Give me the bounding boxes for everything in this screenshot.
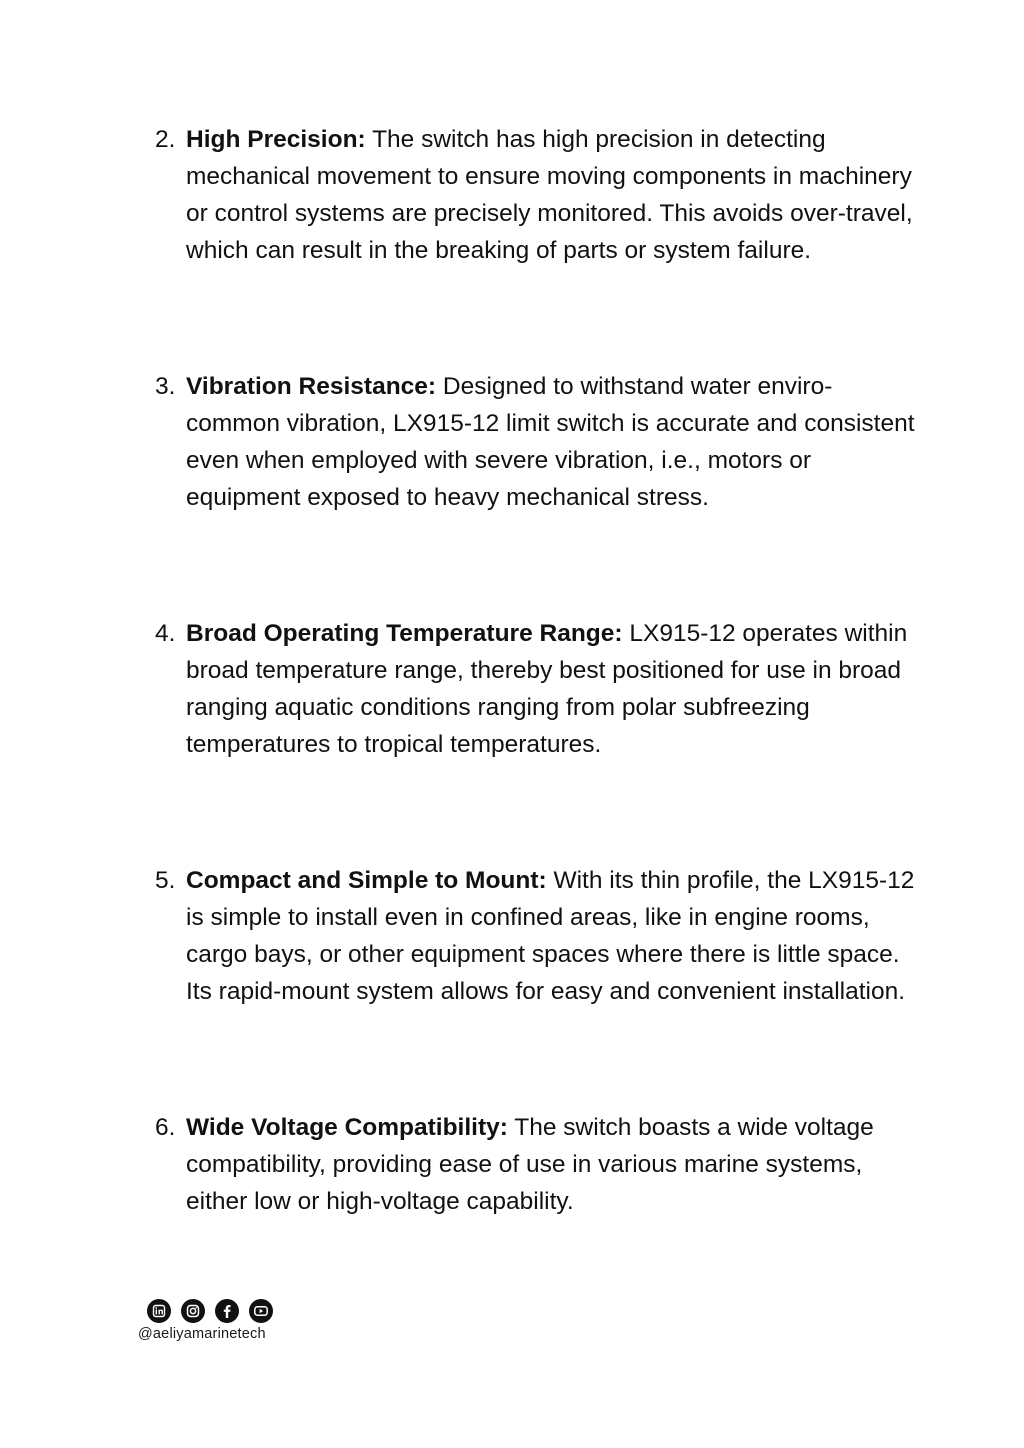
feature-title: Broad Operating Temperature Range:: [186, 620, 623, 647]
feature-item: [155, 862, 915, 1010]
feature-text: LX915-12 operates within broad temperature range, thereby best positioned for use in broad ranging aquatic conditions ranging from polar subfreezing temperatures to tropical temperatures.: [186, 620, 908, 758]
feature-item: [155, 368, 915, 516]
feature-text: The switch has high precision in detecting mechanical movement to ensure moving components in machinery or control systems are precisely monitored. This avoids over-travel, which can result in the breaking of parts or system failure.: [186, 126, 913, 264]
feature-text: With its thin profile, the LX915-12 is simple to install even in confined areas, like in engine rooms, cargo bays, or other equipment spaces where there is little space. Its rapid-mount system allows for easy and convenient installation.: [186, 867, 915, 1005]
feature-number: 3.: [155, 373, 176, 400]
feature-title: High Precision:: [186, 126, 366, 153]
feature-text: The switch boasts a wide voltage compatibility, providing ease of use in various marine systems, either low or high-voltage capability.: [186, 1114, 874, 1215]
instagram-icon[interactable]: [180, 1298, 206, 1324]
feature-title: Compact and Simple to Mount:: [186, 867, 547, 894]
feature-title: Wide Voltage Compatibility:: [186, 1114, 508, 1141]
feature-list: [155, 121, 915, 1220]
social-icons: [146, 1298, 338, 1324]
feature-item: [155, 1109, 915, 1220]
feature-item: [155, 615, 915, 763]
social-handle[interactable]: @aeliyamarinetech: [138, 1326, 266, 1342]
feature-title: Vibration Resistance:: [186, 373, 437, 400]
feature-item: [155, 121, 915, 269]
youtube-icon[interactable]: [248, 1298, 274, 1324]
feature-number: 6.: [155, 1114, 176, 1141]
linkedin-icon[interactable]: [146, 1298, 172, 1324]
feature-number: 4.: [155, 620, 176, 647]
feature-number: 5.: [155, 867, 176, 894]
feature-number: 2.: [155, 126, 176, 153]
feature-text: Designed to withstand water enviro- common vibration, LX915-12 limit switch is accurate and consistent even when employed with severe vibration, i.e., motors or equipment exposed to heavy mechanical stress.: [186, 373, 915, 511]
facebook-icon[interactable]: [214, 1298, 240, 1324]
social-footer: [138, 1298, 338, 1342]
